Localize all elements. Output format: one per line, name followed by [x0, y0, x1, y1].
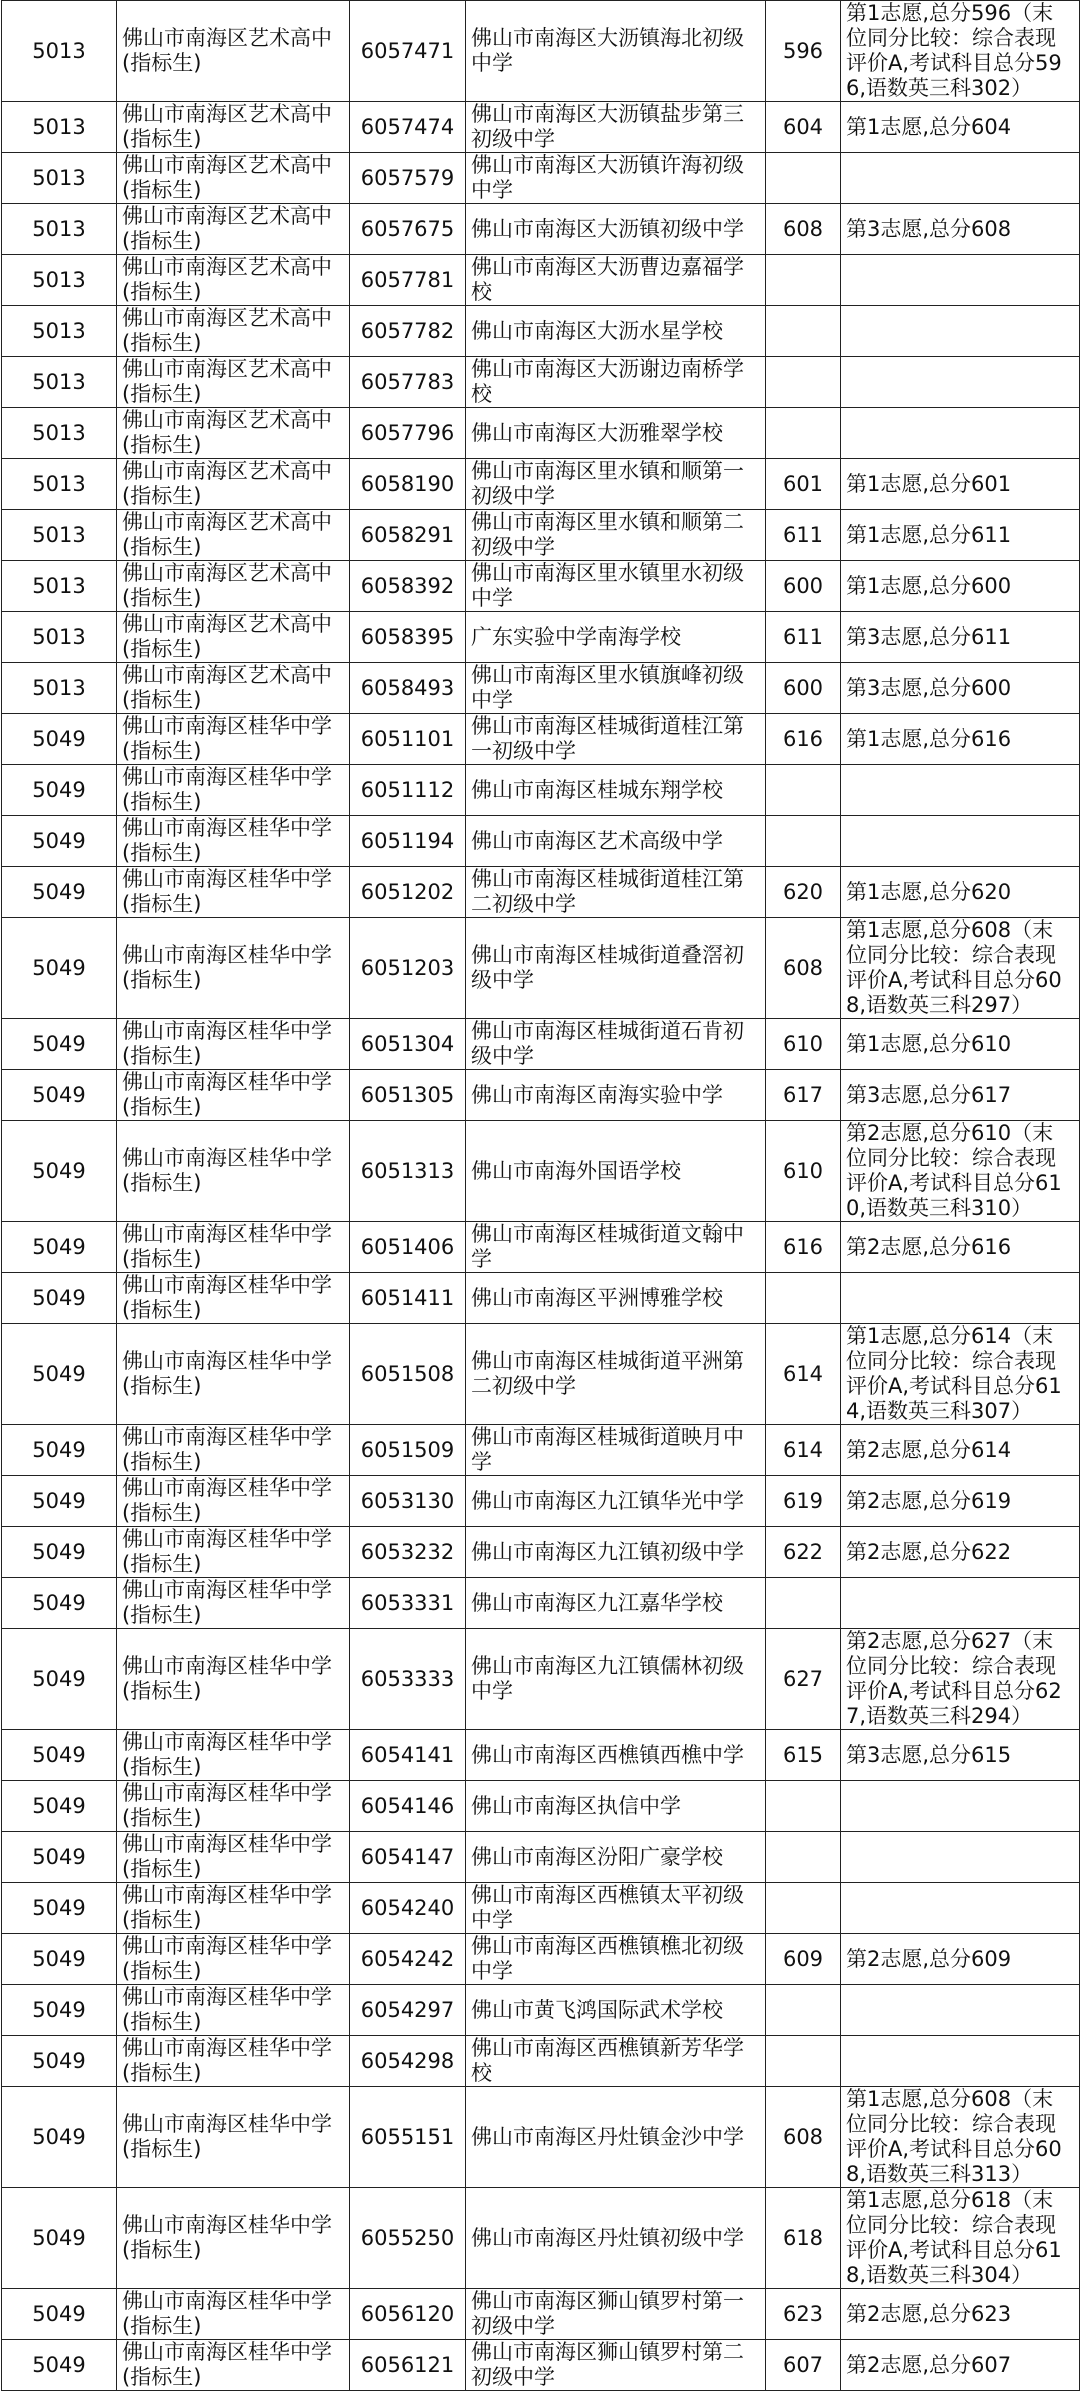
middle-school-name-cell: 佛山市南海区桂城街道叠滘初级中学	[466, 918, 766, 1019]
table-row	[2, 1273, 1080, 1324]
school-code-cell: 5049	[2, 1832, 117, 1883]
middle-school-code-cell: 6057675	[350, 204, 466, 255]
middle-school-code-cell: 6051411	[350, 1273, 466, 1324]
score-cell	[766, 306, 841, 357]
score-cell: 616	[766, 714, 841, 765]
school-code-cell: 5013	[2, 1, 117, 102]
note-cell	[841, 1832, 1080, 1883]
middle-school-code-cell: 6051112	[350, 765, 466, 816]
middle-school-code-cell: 6053232	[350, 1527, 466, 1578]
school-code-cell: 5049	[2, 1934, 117, 1985]
middle-school-code-cell: 6051406	[350, 1222, 466, 1273]
middle-school-code-cell: 6054147	[350, 1832, 466, 1883]
school-code-cell: 5013	[2, 306, 117, 357]
school-name-cell: 佛山市南海区艺术高中 (指标生)	[117, 510, 350, 561]
school-name-cell: 佛山市南海区桂华中学 (指标生)	[117, 714, 350, 765]
score-cell	[766, 408, 841, 459]
middle-school-name-cell: 佛山市南海区桂城街道映月中学	[466, 1425, 766, 1476]
middle-school-code-cell: 6057474	[350, 102, 466, 153]
school-code-cell: 5049	[2, 816, 117, 867]
note-cell	[841, 1883, 1080, 1934]
middle-school-code-cell: 6058291	[350, 510, 466, 561]
school-name-cell: 佛山市南海区桂华中学 (指标生)	[117, 1273, 350, 1324]
middle-school-name-cell: 佛山市南海区里水镇和顺第二初级中学	[466, 510, 766, 561]
school-code-cell: 5049	[2, 1629, 117, 1730]
note-cell: 第1志愿,总分608（末位同分比较：综合表现评价A,考试科目总分608,语数英三科297）	[841, 918, 1080, 1019]
middle-school-code-cell: 6055151	[350, 2087, 466, 2188]
score-cell	[766, 2036, 841, 2087]
note-cell: 第3志愿,总分608	[841, 204, 1080, 255]
school-code-cell: 5049	[2, 1273, 117, 1324]
school-name-cell: 佛山市南海区桂华中学 (指标生)	[117, 867, 350, 918]
school-name-cell: 佛山市南海区桂华中学 (指标生)	[117, 1070, 350, 1121]
score-cell: 600	[766, 663, 841, 714]
middle-school-name-cell: 佛山市南海区大沥镇许海初级中学	[466, 153, 766, 204]
score-cell: 627	[766, 1629, 841, 1730]
note-cell: 第2志愿,总分616	[841, 1222, 1080, 1273]
score-cell: 615	[766, 1730, 841, 1781]
middle-school-code-cell: 6057471	[350, 1, 466, 102]
score-cell	[766, 1578, 841, 1629]
note-cell: 第1志愿,总分600	[841, 561, 1080, 612]
middle-school-name-cell: 佛山市黄飞鸿国际武术学校	[466, 1985, 766, 2036]
note-cell: 第1志愿,总分616	[841, 714, 1080, 765]
score-cell: 614	[766, 1324, 841, 1425]
school-code-cell: 5013	[2, 153, 117, 204]
admission-table	[1, 0, 1080, 2391]
note-cell: 第1志愿,总分596（末位同分比较：综合表现评价A,考试科目总分596,语数英三科302）	[841, 1, 1080, 102]
note-cell: 第3志愿,总分617	[841, 1070, 1080, 1121]
note-cell	[841, 1985, 1080, 2036]
middle-school-code-cell: 6057579	[350, 153, 466, 204]
middle-school-name-cell: 佛山市南海区大沥雅翠学校	[466, 408, 766, 459]
middle-school-code-cell: 6055250	[350, 2188, 466, 2289]
middle-school-name-cell: 佛山市南海区执信中学	[466, 1781, 766, 1832]
table-row	[2, 1730, 1080, 1781]
score-cell	[766, 1883, 841, 1934]
score-cell: 619	[766, 1476, 841, 1527]
middle-school-name-cell: 佛山市南海区桂城街道桂江第二初级中学	[466, 867, 766, 918]
table-row	[2, 714, 1080, 765]
middle-school-name-cell: 佛山市南海区九江镇初级中学	[466, 1527, 766, 1578]
school-code-cell: 5049	[2, 2340, 117, 2391]
school-code-cell: 5049	[2, 2036, 117, 2087]
score-cell: 601	[766, 459, 841, 510]
middle-school-name-cell: 佛山市南海区大沥镇海北初级中学	[466, 1, 766, 102]
middle-school-code-cell: 6054240	[350, 1883, 466, 1934]
score-cell	[766, 357, 841, 408]
middle-school-name-cell: 佛山市南海区大沥镇盐步第三初级中学	[466, 102, 766, 153]
score-cell: 604	[766, 102, 841, 153]
note-cell: 第2志愿,总分627（末位同分比较：综合表现评价A,考试科目总分627,语数英三科294）	[841, 1629, 1080, 1730]
school-name-cell: 佛山市南海区艺术高中 (指标生)	[117, 255, 350, 306]
score-cell	[766, 1781, 841, 1832]
score-cell: 617	[766, 1070, 841, 1121]
middle-school-name-cell: 佛山市南海区大沥谢边南桥学校	[466, 357, 766, 408]
middle-school-code-cell: 6058190	[350, 459, 466, 510]
school-name-cell: 佛山市南海区桂华中学 (指标生)	[117, 1985, 350, 2036]
school-name-cell: 佛山市南海区桂华中学 (指标生)	[117, 1934, 350, 1985]
middle-school-code-cell: 6053130	[350, 1476, 466, 1527]
middle-school-name-cell: 佛山市南海区西樵镇樵北初级中学	[466, 1934, 766, 1985]
middle-school-name-cell: 佛山市南海区汾阳广豪学校	[466, 1832, 766, 1883]
note-cell	[841, 408, 1080, 459]
table-row	[2, 1934, 1080, 1985]
school-name-cell: 佛山市南海区桂华中学 (指标生)	[117, 2188, 350, 2289]
school-name-cell: 佛山市南海区桂华中学 (指标生)	[117, 2036, 350, 2087]
middle-school-code-cell: 6051508	[350, 1324, 466, 1425]
middle-school-name-cell: 佛山市南海区桂城街道文翰中学	[466, 1222, 766, 1273]
school-name-cell: 佛山市南海区艺术高中 (指标生)	[117, 306, 350, 357]
score-cell: 620	[766, 867, 841, 918]
middle-school-name-cell: 佛山市南海区桂城街道石肯初级中学	[466, 1019, 766, 1070]
school-name-cell: 佛山市南海区桂华中学 (指标生)	[117, 1019, 350, 1070]
middle-school-name-cell: 佛山市南海区大沥曹边嘉福学校	[466, 255, 766, 306]
school-name-cell: 佛山市南海区桂华中学 (指标生)	[117, 816, 350, 867]
school-code-cell: 5049	[2, 2087, 117, 2188]
school-code-cell: 5049	[2, 1730, 117, 1781]
table-row	[2, 2340, 1080, 2391]
table-row	[2, 1222, 1080, 1273]
note-cell: 第2志愿,总分609	[841, 1934, 1080, 1985]
school-name-cell: 佛山市南海区艺术高中 (指标生)	[117, 357, 350, 408]
note-cell: 第1志愿,总分614（末位同分比较：综合表现评价A,考试科目总分614,语数英三科307）	[841, 1324, 1080, 1425]
middle-school-code-cell: 6051509	[350, 1425, 466, 1476]
table-row	[2, 2036, 1080, 2087]
table-row	[2, 510, 1080, 561]
score-cell: 618	[766, 2188, 841, 2289]
score-cell	[766, 816, 841, 867]
middle-school-code-cell: 6051304	[350, 1019, 466, 1070]
middle-school-name-cell: 广东实验中学南海学校	[466, 612, 766, 663]
table-row	[2, 1476, 1080, 1527]
note-cell	[841, 306, 1080, 357]
middle-school-code-cell: 6051194	[350, 816, 466, 867]
middle-school-name-cell: 佛山市南海区南海实验中学	[466, 1070, 766, 1121]
table-row	[2, 408, 1080, 459]
table-row	[2, 1070, 1080, 1121]
school-code-cell: 5049	[2, 1578, 117, 1629]
middle-school-code-cell: 6057782	[350, 306, 466, 357]
note-cell: 第2志愿,总分607	[841, 2340, 1080, 2391]
middle-school-name-cell: 佛山市南海区狮山镇罗村第二初级中学	[466, 2340, 766, 2391]
table-row	[2, 1, 1080, 102]
school-code-cell: 5013	[2, 408, 117, 459]
note-cell	[841, 1781, 1080, 1832]
note-cell	[841, 255, 1080, 306]
middle-school-code-cell: 6054298	[350, 2036, 466, 2087]
score-cell: 608	[766, 2087, 841, 2188]
middle-school-name-cell: 佛山市南海区桂城街道平洲第二初级中学	[466, 1324, 766, 1425]
school-name-cell: 佛山市南海区艺术高中 (指标生)	[117, 102, 350, 153]
school-code-cell: 5049	[2, 1019, 117, 1070]
school-name-cell: 佛山市南海区桂华中学 (指标生)	[117, 1730, 350, 1781]
school-name-cell: 佛山市南海区桂华中学 (指标生)	[117, 1781, 350, 1832]
table-row	[2, 918, 1080, 1019]
score-cell: 622	[766, 1527, 841, 1578]
table-row	[2, 459, 1080, 510]
table-row	[2, 1629, 1080, 1730]
school-code-cell: 5013	[2, 459, 117, 510]
school-code-cell: 5013	[2, 255, 117, 306]
score-cell	[766, 153, 841, 204]
score-cell: 608	[766, 204, 841, 255]
middle-school-code-cell: 6053333	[350, 1629, 466, 1730]
middle-school-code-cell: 6054297	[350, 1985, 466, 2036]
middle-school-name-cell: 佛山市南海区艺术高级中学	[466, 816, 766, 867]
school-code-cell: 5049	[2, 1222, 117, 1273]
middle-school-name-cell: 佛山市南海区桂城街道桂江第一初级中学	[466, 714, 766, 765]
school-code-cell: 5049	[2, 1985, 117, 2036]
table-row	[2, 867, 1080, 918]
middle-school-code-cell: 6054146	[350, 1781, 466, 1832]
score-cell	[766, 765, 841, 816]
school-code-cell: 5049	[2, 867, 117, 918]
school-name-cell: 佛山市南海区桂华中学 (指标生)	[117, 918, 350, 1019]
school-name-cell: 佛山市南海区桂华中学 (指标生)	[117, 1578, 350, 1629]
school-code-cell: 5049	[2, 765, 117, 816]
middle-school-name-cell: 佛山市南海区九江嘉华学校	[466, 1578, 766, 1629]
school-name-cell: 佛山市南海区艺术高中 (指标生)	[117, 408, 350, 459]
middle-school-code-cell: 6056120	[350, 2289, 466, 2340]
note-cell: 第1志愿,总分610	[841, 1019, 1080, 1070]
note-cell: 第1志愿,总分620	[841, 867, 1080, 918]
middle-school-code-cell: 6051305	[350, 1070, 466, 1121]
note-cell	[841, 816, 1080, 867]
middle-school-name-cell: 佛山市南海区狮山镇罗村第一初级中学	[466, 2289, 766, 2340]
table-row	[2, 102, 1080, 153]
school-name-cell: 佛山市南海区桂华中学 (指标生)	[117, 1832, 350, 1883]
middle-school-name-cell: 佛山市南海区西樵镇新芳华学校	[466, 2036, 766, 2087]
middle-school-code-cell: 6057781	[350, 255, 466, 306]
school-name-cell: 佛山市南海区桂华中学 (指标生)	[117, 2087, 350, 2188]
table-row	[2, 612, 1080, 663]
table-row	[2, 1883, 1080, 1934]
middle-school-code-cell: 6054242	[350, 1934, 466, 1985]
score-cell: 610	[766, 1121, 841, 1222]
table-row	[2, 2087, 1080, 2188]
school-code-cell: 5013	[2, 510, 117, 561]
school-code-cell: 5013	[2, 612, 117, 663]
note-cell: 第3志愿,总分611	[841, 612, 1080, 663]
school-name-cell: 佛山市南海区桂华中学 (指标生)	[117, 1425, 350, 1476]
school-code-cell: 5049	[2, 1883, 117, 1934]
school-code-cell: 5049	[2, 2188, 117, 2289]
middle-school-code-cell: 6051101	[350, 714, 466, 765]
middle-school-code-cell: 6051203	[350, 918, 466, 1019]
table-row	[2, 153, 1080, 204]
middle-school-code-cell: 6057783	[350, 357, 466, 408]
school-name-cell: 佛山市南海区艺术高中 (指标生)	[117, 204, 350, 255]
middle-school-name-cell: 佛山市南海区里水镇和顺第一初级中学	[466, 459, 766, 510]
middle-school-code-cell: 6054141	[350, 1730, 466, 1781]
middle-school-name-cell: 佛山市南海区大沥镇初级中学	[466, 204, 766, 255]
school-name-cell: 佛山市南海区桂华中学 (指标生)	[117, 1476, 350, 1527]
middle-school-code-cell: 6051202	[350, 867, 466, 918]
score-cell	[766, 1273, 841, 1324]
table-body	[2, 1, 1080, 2391]
table-row	[2, 816, 1080, 867]
score-cell: 611	[766, 510, 841, 561]
school-code-cell: 5049	[2, 1425, 117, 1476]
note-cell	[841, 357, 1080, 408]
middle-school-name-cell: 佛山市南海区里水镇旗峰初级中学	[466, 663, 766, 714]
school-name-cell: 佛山市南海区桂华中学 (指标生)	[117, 2340, 350, 2391]
table-row	[2, 1019, 1080, 1070]
table-row	[2, 1324, 1080, 1425]
score-cell	[766, 1985, 841, 2036]
note-cell: 第2志愿,总分622	[841, 1527, 1080, 1578]
middle-school-name-cell: 佛山市南海区西樵镇西樵中学	[466, 1730, 766, 1781]
school-code-cell: 5013	[2, 561, 117, 612]
middle-school-name-cell: 佛山市南海外国语学校	[466, 1121, 766, 1222]
school-code-cell: 5013	[2, 357, 117, 408]
score-cell: 608	[766, 918, 841, 1019]
school-code-cell: 5013	[2, 663, 117, 714]
school-name-cell: 佛山市南海区桂华中学 (指标生)	[117, 1324, 350, 1425]
middle-school-code-cell: 6057796	[350, 408, 466, 459]
table-row	[2, 663, 1080, 714]
table-row	[2, 255, 1080, 306]
school-name-cell: 佛山市南海区桂华中学 (指标生)	[117, 1629, 350, 1730]
score-cell: 623	[766, 2289, 841, 2340]
school-name-cell: 佛山市南海区艺术高中 (指标生)	[117, 1, 350, 102]
school-code-cell: 5049	[2, 1476, 117, 1527]
school-code-cell: 5049	[2, 1781, 117, 1832]
middle-school-code-cell: 6058493	[350, 663, 466, 714]
table-row	[2, 1578, 1080, 1629]
score-cell: 596	[766, 1, 841, 102]
school-code-cell: 5013	[2, 204, 117, 255]
score-cell: 609	[766, 1934, 841, 1985]
middle-school-code-cell: 6051313	[350, 1121, 466, 1222]
school-name-cell: 佛山市南海区桂华中学 (指标生)	[117, 1883, 350, 1934]
middle-school-name-cell: 佛山市南海区九江镇儒林初级中学	[466, 1629, 766, 1730]
school-code-cell: 5049	[2, 1527, 117, 1578]
middle-school-name-cell: 佛山市南海区大沥水星学校	[466, 306, 766, 357]
school-name-cell: 佛山市南海区艺术高中 (指标生)	[117, 459, 350, 510]
school-name-cell: 佛山市南海区桂华中学 (指标生)	[117, 1121, 350, 1222]
middle-school-code-cell: 6053331	[350, 1578, 466, 1629]
table-row	[2, 1425, 1080, 1476]
table-row	[2, 2289, 1080, 2340]
note-cell: 第1志愿,总分611	[841, 510, 1080, 561]
school-name-cell: 佛山市南海区桂华中学 (指标生)	[117, 1527, 350, 1578]
note-cell: 第2志愿,总分619	[841, 1476, 1080, 1527]
score-cell	[766, 255, 841, 306]
table-row	[2, 1781, 1080, 1832]
table-row	[2, 1527, 1080, 1578]
note-cell: 第1志愿,总分604	[841, 102, 1080, 153]
table-row	[2, 306, 1080, 357]
note-cell: 第3志愿,总分615	[841, 1730, 1080, 1781]
table-row	[2, 1121, 1080, 1222]
school-name-cell: 佛山市南海区桂华中学 (指标生)	[117, 1222, 350, 1273]
middle-school-name-cell: 佛山市南海区平洲博雅学校	[466, 1273, 766, 1324]
middle-school-code-cell: 6056121	[350, 2340, 466, 2391]
table-row	[2, 204, 1080, 255]
table-row	[2, 357, 1080, 408]
school-code-cell: 5049	[2, 1324, 117, 1425]
middle-school-code-cell: 6058395	[350, 612, 466, 663]
score-cell: 610	[766, 1019, 841, 1070]
score-cell: 607	[766, 2340, 841, 2391]
school-name-cell: 佛山市南海区艺术高中 (指标生)	[117, 153, 350, 204]
school-code-cell: 5049	[2, 2289, 117, 2340]
note-cell: 第1志愿,总分618（末位同分比较：综合表现评价A,考试科目总分618,语数英三科304）	[841, 2188, 1080, 2289]
school-code-cell: 5049	[2, 1070, 117, 1121]
note-cell: 第3志愿,总分600	[841, 663, 1080, 714]
table-row	[2, 765, 1080, 816]
school-code-cell: 5049	[2, 714, 117, 765]
score-cell	[766, 1832, 841, 1883]
score-cell: 614	[766, 1425, 841, 1476]
table-row	[2, 561, 1080, 612]
note-cell: 第2志愿,总分614	[841, 1425, 1080, 1476]
school-name-cell: 佛山市南海区艺术高中 (指标生)	[117, 561, 350, 612]
middle-school-name-cell: 佛山市南海区丹灶镇初级中学	[466, 2188, 766, 2289]
note-cell: 第1志愿,总分608（末位同分比较：综合表现评价A,考试科目总分608,语数英三科313）	[841, 2087, 1080, 2188]
note-cell	[841, 1273, 1080, 1324]
school-code-cell: 5049	[2, 1121, 117, 1222]
school-code-cell: 5013	[2, 102, 117, 153]
note-cell	[841, 153, 1080, 204]
middle-school-name-cell: 佛山市南海区桂城东翔学校	[466, 765, 766, 816]
middle-school-code-cell: 6058392	[350, 561, 466, 612]
note-cell: 第2志愿,总分610（末位同分比较：综合表现评价A,考试科目总分610,语数英三科310）	[841, 1121, 1080, 1222]
middle-school-name-cell: 佛山市南海区丹灶镇金沙中学	[466, 2087, 766, 2188]
table-row	[2, 1985, 1080, 2036]
note-cell	[841, 2036, 1080, 2087]
school-code-cell: 5049	[2, 918, 117, 1019]
note-cell	[841, 1578, 1080, 1629]
score-cell: 616	[766, 1222, 841, 1273]
middle-school-name-cell: 佛山市南海区九江镇华光中学	[466, 1476, 766, 1527]
middle-school-name-cell: 佛山市南海区里水镇里水初级中学	[466, 561, 766, 612]
school-name-cell: 佛山市南海区桂华中学 (指标生)	[117, 765, 350, 816]
middle-school-name-cell: 佛山市南海区西樵镇太平初级中学	[466, 1883, 766, 1934]
table-row	[2, 1832, 1080, 1883]
school-name-cell: 佛山市南海区艺术高中 (指标生)	[117, 612, 350, 663]
score-cell: 611	[766, 612, 841, 663]
score-cell: 600	[766, 561, 841, 612]
note-cell	[841, 765, 1080, 816]
note-cell: 第2志愿,总分623	[841, 2289, 1080, 2340]
table-row	[2, 2188, 1080, 2289]
note-cell: 第1志愿,总分601	[841, 459, 1080, 510]
school-name-cell: 佛山市南海区艺术高中 (指标生)	[117, 663, 350, 714]
school-name-cell: 佛山市南海区桂华中学 (指标生)	[117, 2289, 350, 2340]
